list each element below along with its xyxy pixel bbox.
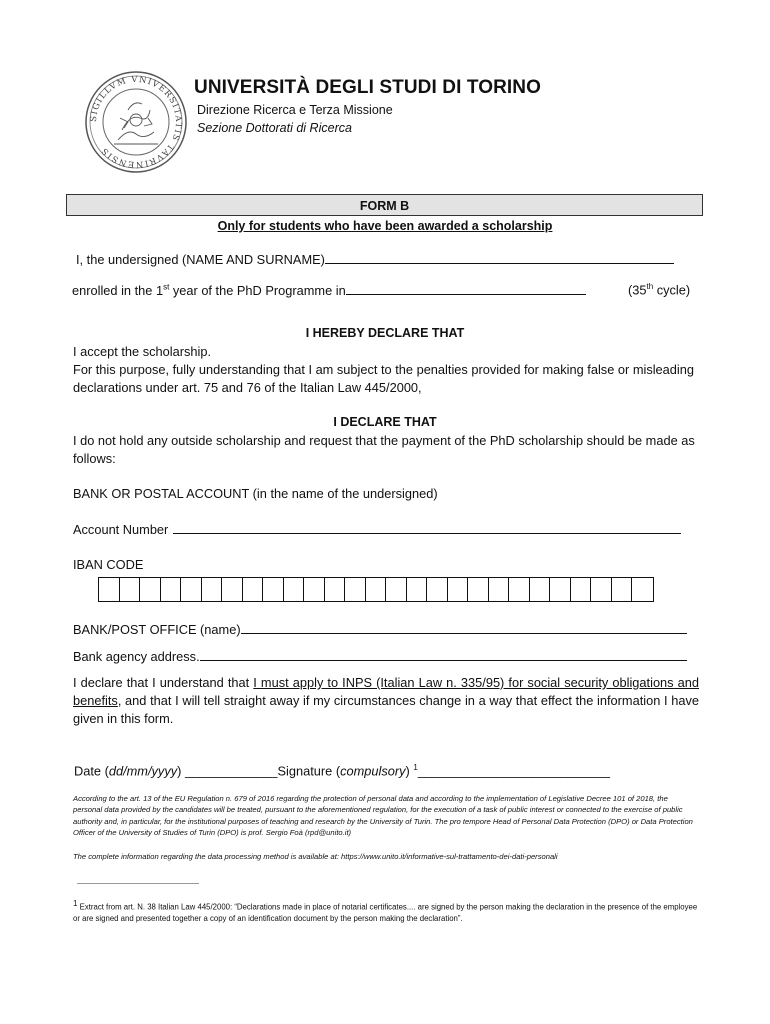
declare-heading-2: I DECLARE THAT <box>333 415 437 429</box>
university-title: UNIVERSITÀ DEGLI STUDI DI TORINO <box>194 77 541 98</box>
penalties-paragraph: For this purpose, fully understanding that I am subject to the penalties provided for making false or misleading declarations under art. 75 and 76 of the Italian Law 445/2000, <box>73 362 694 395</box>
iban-cell[interactable] <box>304 578 325 601</box>
privacy-paragraph: According to the art. 13 of the EU Regulation n. 679 of 2016 regarding the protection of personal data and according to the implementation of Legislative Decree 101 of 2018, the personal data provided by the candidates will be treated, pursuant to the aforementioned regulation, for the execution of a task of public interest or connected to the exercise of public authority and, in particular, for the institutional purposes of teaching and research by the University of Turin. The pro tempore Head of Personal Data Protection (DPO) or Data Protection Officer of the University of Studies of Turin (DPO) is prof. Sergio Foà (rpd@unito.it) <box>73 794 693 838</box>
form-title: FORM B <box>66 194 703 216</box>
iban-cell[interactable] <box>263 578 284 601</box>
iban-input[interactable] <box>98 577 654 602</box>
form-subtitle: Only for students who have been awarded a scholarship <box>217 219 553 233</box>
iban-cell[interactable] <box>632 578 653 601</box>
iban-cell[interactable] <box>120 578 141 601</box>
iban-cell[interactable] <box>325 578 346 601</box>
footnote <box>73 898 699 925</box>
direzione-line: Direzione Ricerca e Terza Missione <box>197 103 393 117</box>
bank-office-field[interactable] <box>241 621 687 634</box>
enrolled-sup: st <box>163 282 170 292</box>
iban-cell[interactable] <box>612 578 633 601</box>
bank-agency-row <box>73 648 687 664</box>
cycle-label <box>628 282 690 297</box>
privacy-info-line: The complete information regarding the data processing method is available at: https://www.unito.it/informative-sul-trattamento-dei-dati-personali <box>73 852 558 861</box>
declare-heading-1: I HEREBY DECLARE THAT <box>305 326 465 340</box>
cycle-suffix: cycle) <box>653 282 691 298</box>
enrolled-suffix: year of the PhD Programme in <box>169 283 346 298</box>
footnote-text: Extract from art. N. 38 Italian Law 445/2000: “Declarations made in place of notarial certificates.... are signed by the person making the declaration in the presence of the employee or are signed and presented together a copy of an identification document by the person making the declaration”. <box>73 902 698 924</box>
iban-cell[interactable] <box>550 578 571 601</box>
iban-cell[interactable] <box>407 578 428 601</box>
name-surname-row <box>76 251 674 267</box>
no-scholarship-paragraph: I do not hold any outside scholarship and request that the payment of the PhD scholarship should be made as follows: <box>73 433 695 466</box>
account-number-field[interactable] <box>173 521 681 534</box>
iban-cell[interactable] <box>571 578 592 601</box>
name-surname-field[interactable] <box>325 251 674 264</box>
iban-cell[interactable] <box>591 578 612 601</box>
footnote-divider <box>77 883 199 884</box>
signature-footnote-ref: 1 <box>413 763 418 772</box>
accept-scholarship-line: I accept the scholarship. <box>73 344 211 359</box>
iban-cell[interactable] <box>243 578 264 601</box>
inps-prefix: I declare that I understand that <box>73 675 254 690</box>
university-seal <box>84 70 188 174</box>
bank-office-row <box>73 621 687 637</box>
signature-compulsory: compulsory <box>340 763 406 779</box>
iban-cell[interactable] <box>161 578 182 601</box>
signature-label: Signature ( <box>277 763 341 779</box>
inps-paragraph <box>73 674 699 728</box>
account-number-label: Account Number <box>73 522 169 537</box>
bank-agency-field[interactable] <box>200 648 687 661</box>
iban-cell[interactable] <box>345 578 366 601</box>
iban-cell[interactable] <box>222 578 243 601</box>
bank-account-label: BANK OR POSTAL ACCOUNT (in the name of the undersigned) <box>73 486 438 501</box>
signature-close: ) <box>405 763 414 779</box>
iban-cell[interactable] <box>99 578 120 601</box>
signature-field[interactable]: ___________________________ <box>417 763 610 779</box>
date-field[interactable]: _____________ <box>184 763 278 779</box>
date-close: ) <box>177 763 185 779</box>
iban-cell[interactable] <box>530 578 551 601</box>
iban-cell[interactable] <box>366 578 387 601</box>
iban-cell[interactable] <box>181 578 202 601</box>
iban-cell[interactable] <box>448 578 469 601</box>
undersigned-label: I, the undersigned (NAME AND SURNAME) <box>76 252 325 267</box>
iban-cell[interactable] <box>386 578 407 601</box>
iban-cell[interactable] <box>202 578 223 601</box>
inps-underlined: I must apply to INPS (Italian Law n. 335/95) for social security obligations and benefits <box>73 675 700 708</box>
enrolled-prefix: enrolled in the 1 <box>72 283 164 298</box>
inps-suffix: , and that I will tell straight away if my circumstances change in a way that effect the information I have given in this form. <box>73 693 699 726</box>
bank-office-label: BANK/POST OFFICE (name) <box>73 622 241 637</box>
cycle-prefix: (35 <box>628 282 647 298</box>
date-format: dd/mm/yyyy <box>108 763 178 779</box>
iban-label: IBAN CODE <box>73 557 144 572</box>
bank-agency-label: Bank agency address. <box>73 649 200 664</box>
phd-programme-field[interactable] <box>346 282 586 295</box>
account-number-row <box>73 521 681 537</box>
date-label: Date ( <box>74 763 109 779</box>
date-signature-row <box>74 763 610 778</box>
sezione-line: Sezione Dottorati di Ricerca <box>197 121 352 135</box>
enrolled-row <box>72 282 586 298</box>
iban-cell[interactable] <box>140 578 161 601</box>
iban-cell[interactable] <box>509 578 530 601</box>
iban-cell[interactable] <box>468 578 489 601</box>
iban-cell[interactable] <box>489 578 510 601</box>
iban-cell[interactable] <box>284 578 305 601</box>
iban-cell[interactable] <box>427 578 448 601</box>
footnote-marker: 1 <box>73 899 78 908</box>
cycle-sup: th <box>646 282 654 291</box>
seal-text: SIGILLVM VNIVERSITATIS TAVRINENSIS <box>88 74 184 170</box>
